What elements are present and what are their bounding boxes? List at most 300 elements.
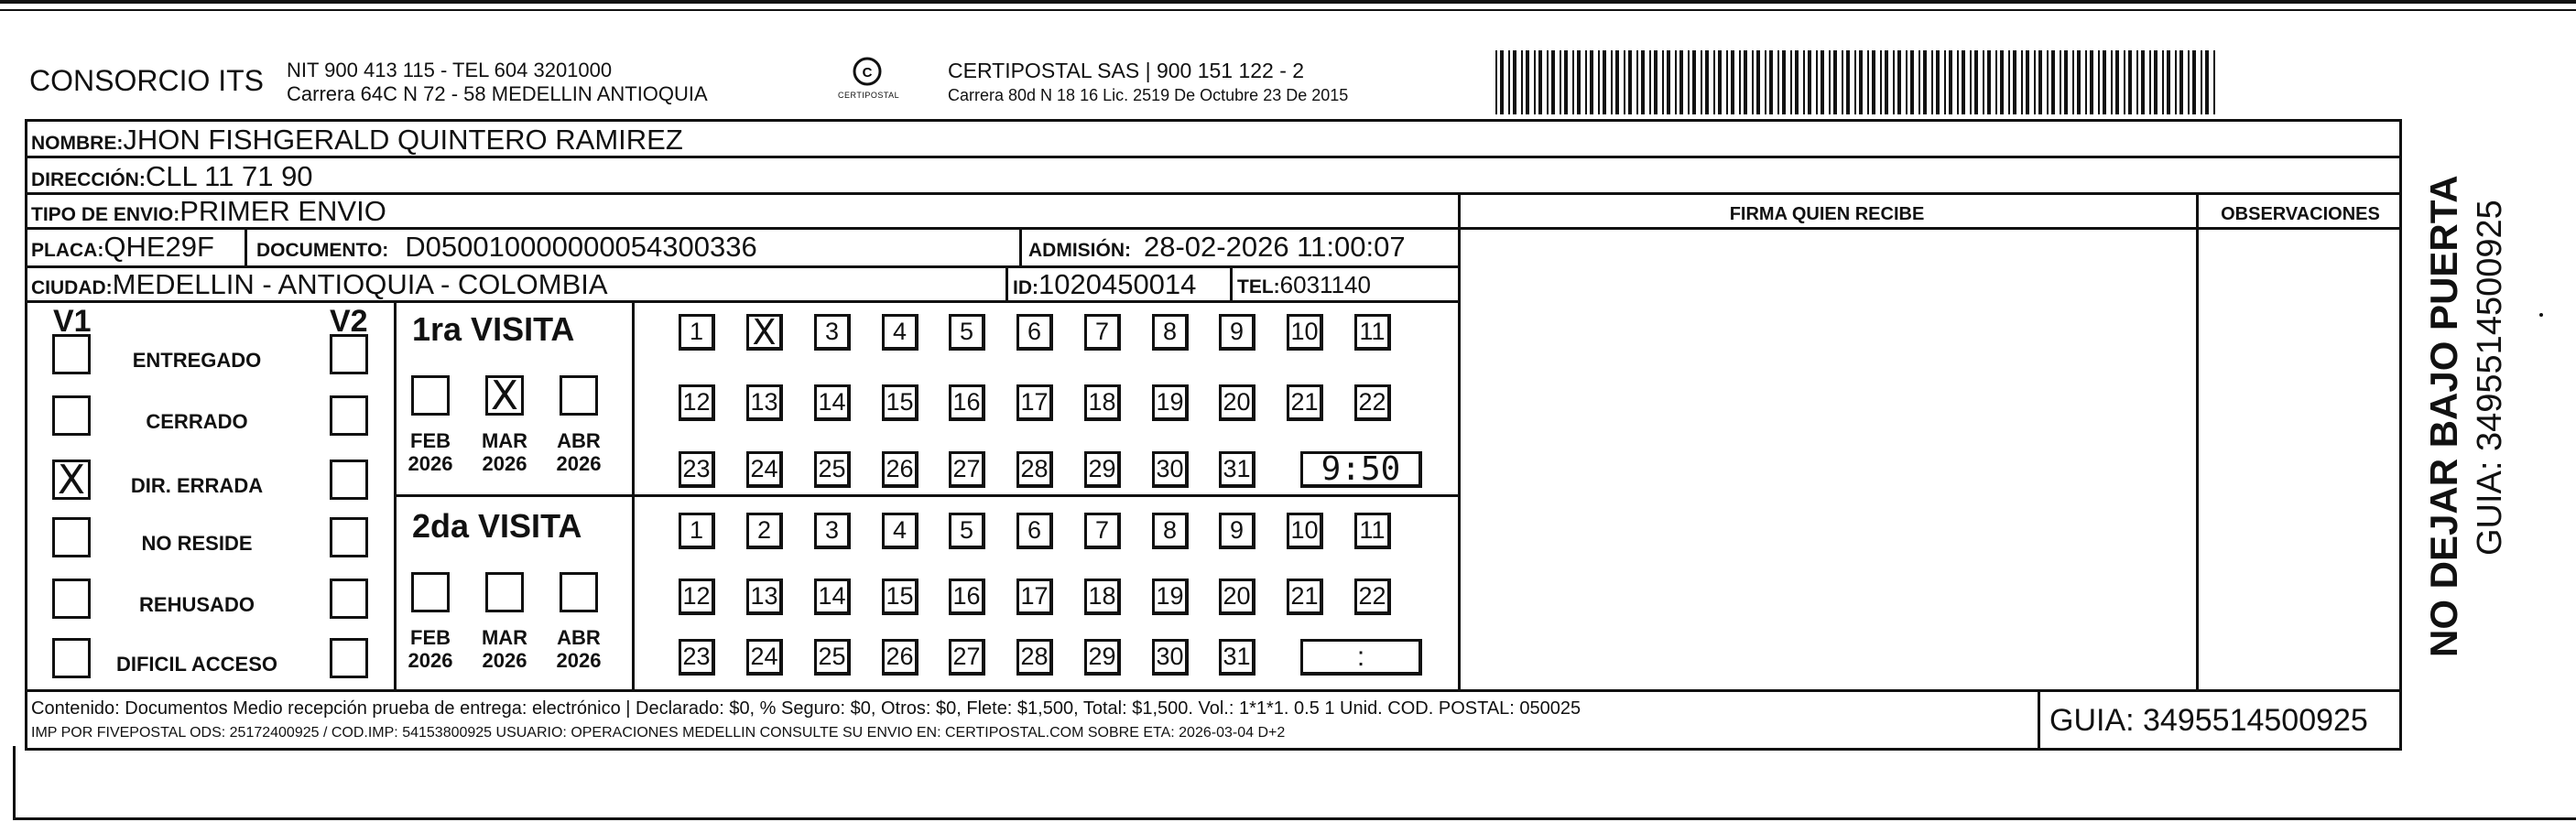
barcode-bar	[1752, 50, 1754, 114]
observaciones-header: OBSERVACIONES	[2221, 204, 2380, 224]
barcode-bar	[1649, 50, 1651, 114]
barcode-bar	[1918, 50, 1920, 114]
barcode-bar	[1705, 50, 1709, 114]
day-number: 13	[750, 582, 778, 610]
ciudad-label: CIUDAD:	[31, 277, 113, 298]
status-label: CERRADO	[146, 410, 248, 433]
barcode-bar	[1585, 50, 1587, 114]
day-box[interactable]	[1016, 451, 1053, 488]
day-box[interactable]	[746, 579, 783, 615]
day-box[interactable]	[1084, 513, 1121, 549]
day-box[interactable]	[679, 384, 715, 421]
barcode-bar	[2060, 50, 2061, 114]
day-number: 30	[1156, 643, 1184, 670]
v2-checkbox[interactable]	[330, 395, 368, 436]
day-box[interactable]	[882, 513, 918, 549]
direccion-value: CLL 11 71 90	[145, 160, 313, 192]
day-box[interactable]	[1219, 384, 1255, 421]
day-box[interactable]	[746, 311, 783, 352]
month-checkbox[interactable]	[560, 572, 598, 612]
side-guia: GUIA: 3495514500925	[2471, 200, 2509, 556]
id-value: 1020450014	[1038, 268, 1197, 300]
barcode-bar	[1547, 50, 1549, 114]
month-name: ABR	[557, 626, 601, 649]
barcode-bar	[1688, 50, 1690, 114]
barcode-bar	[1962, 50, 1965, 114]
barcode-bar	[1615, 50, 1619, 114]
day-box[interactable]	[882, 639, 918, 676]
day-number: 17	[1020, 582, 1049, 610]
barcode-bar	[1983, 50, 1984, 114]
day-box[interactable]	[1084, 451, 1121, 488]
documento-row	[256, 233, 757, 261]
month-checkbox[interactable]	[485, 572, 524, 612]
barcode-bar	[1756, 50, 1760, 114]
day-box[interactable]	[746, 513, 783, 549]
day-box[interactable]	[1152, 384, 1189, 421]
v2-checkbox[interactable]	[330, 460, 368, 500]
day-box[interactable]	[1016, 579, 1053, 615]
day-number: 25	[818, 643, 846, 670]
barcode-bar	[2034, 50, 2036, 114]
day-box[interactable]	[1354, 314, 1391, 351]
day-box[interactable]	[949, 639, 985, 676]
barcode-bar	[2013, 50, 2016, 114]
day-box[interactable]	[679, 579, 715, 615]
barcode-bar	[2051, 50, 2055, 114]
day-number: 12	[682, 388, 711, 416]
svg-text:C: C	[862, 65, 873, 81]
carrier-name: CERTIPOSTAL SAS | 900 151 122 - 2	[948, 59, 1305, 82]
barcode-bar	[1906, 50, 1908, 114]
admision-row	[1028, 233, 1406, 261]
day-box[interactable]	[1084, 384, 1121, 421]
status-label: ENTREGADO	[132, 349, 262, 372]
direccion-row	[31, 162, 313, 190]
day-number: 27	[952, 455, 981, 482]
company-nit: NIT 900 413 115 - TEL 604 3201000	[287, 59, 613, 81]
day-box[interactable]	[1152, 314, 1189, 351]
barcode-bar	[1513, 50, 1516, 114]
day-box[interactable]	[1152, 639, 1189, 676]
month-name: MAR	[481, 429, 528, 452]
barcode-bar	[1957, 50, 1959, 114]
day-box[interactable]	[882, 579, 918, 615]
day-number: 2	[756, 516, 772, 544]
barcode-bar	[1744, 50, 1747, 114]
day-box[interactable]	[1219, 451, 1255, 488]
day-box[interactable]	[882, 384, 918, 421]
barcode-bar	[1577, 50, 1581, 114]
left-edge-rule	[13, 746, 16, 819]
tipo-label: TIPO DE ENVIO:	[31, 204, 180, 225]
barcode-bar	[2213, 50, 2215, 114]
day-number: 14	[818, 388, 846, 416]
day-box[interactable]	[1287, 513, 1323, 549]
day-number: 22	[1358, 582, 1386, 610]
firma-header: FIRMA QUIEN RECIBE	[1729, 204, 1925, 224]
footer-imp: IMP POR FIVEPOSTAL ODS: 25172400925 / COD.IMP: 54153800925 USUARIO: OPERACIONES MEDELLIN CONSULTE SU ENVIO EN: CERTIPOSTAL.COM SOBRE ETA: 2026-03-04 D+2	[31, 725, 1286, 741]
day-box[interactable]	[814, 579, 851, 615]
day-box[interactable]	[1016, 314, 1053, 351]
day-box[interactable]	[949, 314, 985, 351]
month-year: 2026	[482, 451, 527, 475]
visit-divider	[394, 494, 1461, 497]
day-box[interactable]	[1354, 513, 1391, 549]
id-row	[1013, 270, 1196, 298]
day-box[interactable]	[1084, 639, 1121, 676]
barcode-bar	[1538, 50, 1542, 114]
day-number: 7	[1094, 318, 1110, 345]
day-number: 3	[824, 318, 840, 345]
day-number: 3	[824, 516, 840, 544]
barcode-bar	[1859, 50, 1863, 114]
day-number: 8	[1162, 318, 1178, 345]
month-label	[477, 430, 532, 475]
day-number: 25	[818, 455, 846, 482]
day-box[interactable]	[1354, 579, 1391, 615]
status-label: DIR. ERRADA	[130, 474, 264, 497]
barcode-bar	[1949, 50, 1952, 114]
barcode-bar	[2188, 50, 2190, 114]
day-number: 28	[1020, 455, 1049, 482]
month-checkbox[interactable]	[411, 572, 450, 612]
barcode-bar	[1970, 50, 1972, 114]
barcode-bar	[1603, 50, 1606, 114]
footer-divider	[25, 689, 2402, 692]
day-number: 19	[1156, 388, 1184, 416]
month-year: 2026	[408, 451, 453, 475]
barcode-bar	[2115, 50, 2119, 114]
barcode-bar	[1821, 50, 1824, 114]
barcode-bar	[2205, 50, 2209, 114]
barcode-bar	[2154, 50, 2158, 114]
barcode-bar	[1808, 50, 1811, 114]
day-box[interactable]	[746, 451, 783, 488]
day-box[interactable]	[746, 384, 783, 421]
day-number: 5	[959, 318, 974, 345]
barcode-bar	[1526, 50, 1529, 114]
barcode-bar	[2021, 50, 2023, 114]
day-number: 21	[1290, 388, 1319, 416]
tel-label: TEL:	[1237, 276, 1280, 297]
barcode-bar	[2072, 50, 2074, 114]
day-number: 8	[1162, 516, 1178, 544]
v2-checkbox[interactable]	[330, 517, 368, 557]
company-address: Carrera 64C N 72 - 58 MEDELLIN ANTIOQUIA	[287, 82, 708, 105]
day-box[interactable]	[1219, 513, 1255, 549]
day-number: 9	[1229, 318, 1245, 345]
day-number: 18	[1088, 582, 1116, 610]
barcode-bar	[2047, 50, 2049, 114]
day-box[interactable]	[746, 639, 783, 676]
check-mark: X	[490, 372, 519, 419]
barcode-bar	[1910, 50, 1914, 114]
barcode-bar	[1675, 50, 1677, 114]
barcode-bar	[1974, 50, 1978, 114]
day-box[interactable]	[1152, 579, 1189, 615]
barcode-bar	[1572, 50, 1574, 114]
month-checkbox[interactable]	[411, 375, 450, 416]
ciudad-row	[31, 270, 608, 298]
admision-value: 28-02-2026 11:00:07	[1144, 231, 1406, 263]
day-box[interactable]	[1016, 639, 1053, 676]
barcode-bar	[1833, 50, 1837, 114]
barcode-bar	[1641, 50, 1645, 114]
month-year: 2026	[408, 648, 453, 672]
company-name: CONSORCIO ITS	[29, 64, 265, 97]
day-number: 26	[886, 455, 914, 482]
row-divider-5	[25, 300, 1461, 303]
day-box[interactable]	[1287, 384, 1323, 421]
day-number: 10	[1290, 516, 1319, 544]
direccion-label: DIRECCIÓN:	[31, 169, 146, 190]
documento-label: DOCUMENTO:	[256, 240, 389, 261]
first-visit-title: 1ra VISITA	[412, 310, 575, 348]
first-visit-time[interactable]: 9:50	[1300, 451, 1422, 488]
day-number: 20	[1223, 388, 1251, 416]
barcode-bar	[1564, 50, 1568, 114]
day-number: 26	[886, 643, 914, 670]
day-box[interactable]	[1354, 384, 1391, 421]
month-name: FEB	[410, 429, 451, 452]
day-box[interactable]	[1084, 314, 1121, 351]
id-divider	[1005, 265, 1008, 300]
day-box[interactable]	[1016, 513, 1053, 549]
v2-checkbox[interactable]	[330, 334, 368, 374]
barcode-bar	[1590, 50, 1593, 114]
placa-value: QHE29F	[103, 231, 214, 263]
placa-label: PLACA:	[31, 240, 104, 261]
second-visit-title: 2da VISITA	[412, 507, 582, 545]
barcode-bar	[2008, 50, 2010, 114]
documento-value: D050010000000054300336	[405, 231, 757, 263]
day-box[interactable]	[679, 451, 715, 488]
day-box[interactable]	[949, 451, 985, 488]
month-checkbox[interactable]	[485, 372, 524, 419]
barcode-bar	[1777, 50, 1779, 114]
barcode-bar	[1679, 50, 1683, 114]
barcode-bar	[1846, 50, 1850, 114]
barcode-bar	[2124, 50, 2125, 114]
bottom-rule	[13, 817, 2576, 820]
day-number: 11	[1359, 318, 1386, 345]
visit-grid-divider	[632, 300, 635, 689]
day-number: 1	[689, 318, 704, 345]
placa-row	[31, 233, 214, 261]
barcode-bar	[1560, 50, 1561, 114]
day-box[interactable]	[814, 513, 851, 549]
placa-divider	[245, 227, 247, 265]
barcode-bar	[2192, 50, 2196, 114]
barcode-bar	[2085, 50, 2087, 114]
day-number: 31	[1223, 455, 1251, 482]
day-number: 19	[1156, 582, 1184, 610]
barcode-bar	[1872, 50, 1875, 114]
day-box[interactable]	[1287, 314, 1323, 351]
day-box[interactable]	[814, 451, 851, 488]
barcode-bar	[1713, 50, 1715, 114]
day-box[interactable]	[814, 639, 851, 676]
barcode-bar	[1500, 50, 1504, 114]
certipostal-logo	[835, 55, 899, 106]
barcode-bar	[1795, 50, 1799, 114]
barcode-bar	[2136, 50, 2138, 114]
day-box[interactable]	[1084, 579, 1121, 615]
day-box[interactable]	[679, 513, 715, 549]
top-rule	[0, 0, 2576, 4]
month-label	[551, 627, 606, 672]
barcode-bar	[2038, 50, 2042, 114]
day-box[interactable]	[814, 384, 851, 421]
barcode-bar	[1611, 50, 1613, 114]
barcode-bar	[1893, 50, 1895, 114]
day-number: 9	[1229, 516, 1245, 544]
day-box[interactable]	[1152, 513, 1189, 549]
v2-checkbox[interactable]	[330, 638, 368, 678]
nombre-value: JHON FISHGERALD QUINTERO RAMIREZ	[123, 124, 683, 156]
barcode-bar	[1636, 50, 1638, 114]
day-box[interactable]	[949, 513, 985, 549]
month-name: FEB	[410, 626, 451, 649]
barcode-bar	[1931, 50, 1933, 114]
month-label	[403, 430, 458, 475]
barcode-bar	[1769, 50, 1773, 114]
day-number: 23	[682, 643, 711, 670]
day-box[interactable]	[679, 639, 715, 676]
barcode-bar	[2064, 50, 2068, 114]
month-name: MAR	[481, 626, 528, 649]
barcode-bar	[2098, 50, 2100, 114]
ciudad-value: MEDELLIN - ANTIOQUIA - COLOMBIA	[112, 268, 608, 300]
day-number: 1	[689, 516, 704, 544]
day-number: 31	[1223, 643, 1251, 670]
barcode-bar	[1987, 50, 1991, 114]
second-visit-time[interactable]: :	[1300, 639, 1422, 676]
day-number: 23	[682, 455, 711, 482]
month-label	[403, 627, 458, 672]
barcode-bar	[2077, 50, 2081, 114]
day-box[interactable]	[949, 384, 985, 421]
barcode-bar	[1885, 50, 1888, 114]
day-number: 30	[1156, 455, 1184, 482]
day-number: 16	[952, 388, 981, 416]
id-label: ID:	[1013, 277, 1038, 298]
footer-guia: GUIA: 3495514500925	[2049, 703, 2368, 738]
day-number: 29	[1088, 455, 1116, 482]
barcode-bar	[1897, 50, 1901, 114]
month-label	[551, 430, 606, 475]
v2-label: V2	[330, 304, 368, 339]
barcode-bar	[2128, 50, 2132, 114]
day-box[interactable]	[949, 579, 985, 615]
barcode-bar	[2162, 50, 2164, 114]
tipo-row	[31, 197, 386, 225]
barcode-bar	[2141, 50, 2145, 114]
month-name: ABR	[557, 429, 601, 452]
barcode-bar	[2090, 50, 2093, 114]
day-box[interactable]	[882, 451, 918, 488]
day-box[interactable]	[814, 314, 851, 351]
month-year: 2026	[556, 648, 602, 672]
logo-label: CERTIPOSTAL	[838, 91, 900, 100]
day-number: 15	[886, 582, 914, 610]
day-number: 5	[959, 516, 974, 544]
v2-checkbox[interactable]	[330, 579, 368, 619]
barcode-bar	[1782, 50, 1786, 114]
barcode-bar	[2179, 50, 2183, 114]
barcode-bar	[1944, 50, 1946, 114]
day-number: 11	[1359, 516, 1386, 544]
barcode-bar	[1816, 50, 1818, 114]
barcode-bar	[2111, 50, 2113, 114]
barcode-bar	[1551, 50, 1555, 114]
barcode	[1495, 50, 2221, 114]
barcode-bar	[1654, 50, 1658, 114]
barcode-bar	[1995, 50, 1997, 114]
barcode-bar	[1521, 50, 1523, 114]
day-box[interactable]	[882, 314, 918, 351]
barcode-bar	[2167, 50, 2170, 114]
day-number: 6	[1027, 516, 1042, 544]
barcode-bar	[1765, 50, 1766, 114]
barcode-bar	[2201, 50, 2202, 114]
barcode-bar	[1739, 50, 1741, 114]
barcode-bar	[1842, 50, 1843, 114]
barcode-bar	[2175, 50, 2177, 114]
day-number: 18	[1088, 388, 1116, 416]
barcode-bar	[1598, 50, 1600, 114]
status-label: DIFICIL ACCESO	[115, 653, 277, 676]
barcode-bar	[1662, 50, 1664, 114]
barcode-bar	[1829, 50, 1831, 114]
day-number: 29	[1088, 643, 1116, 670]
check-mark: X	[752, 311, 777, 352]
day-box[interactable]	[1287, 579, 1323, 615]
day-box[interactable]	[1219, 314, 1255, 351]
barcode-bar	[1495, 50, 1497, 114]
day-number: 4	[892, 516, 908, 544]
day-box[interactable]	[1219, 579, 1255, 615]
nombre-label: NOMBRE:	[31, 133, 124, 154]
barcode-bar	[1667, 50, 1670, 114]
day-box[interactable]	[679, 314, 715, 351]
barcode-bar	[1628, 50, 1632, 114]
day-box[interactable]	[1016, 384, 1053, 421]
day-number: 22	[1358, 388, 1386, 416]
tel-value: 6031140	[1279, 271, 1371, 298]
barcode-bar	[2149, 50, 2151, 114]
day-box[interactable]	[1152, 451, 1189, 488]
footer-guia-divider	[2038, 689, 2040, 751]
day-number: 28	[1020, 643, 1049, 670]
month-year: 2026	[556, 451, 602, 475]
day-number: 10	[1290, 318, 1319, 345]
barcode-bar	[2000, 50, 2004, 114]
month-checkbox[interactable]	[560, 375, 598, 416]
footer-contenido: Contenido: Documentos Medio recepción prueba de entrega: electrónico | Declarado: $0, % Seguro: $0, Otros: $0, Flete: $1,500, Total: $1,500. Vol.: 1*1*1. 0.5 1 Unid. COD. POSTAL: 050025	[31, 698, 1581, 719]
tel-divider	[1230, 265, 1233, 300]
barcode-bar	[1701, 50, 1702, 114]
barcode-bar	[1867, 50, 1869, 114]
v1-label: V1	[53, 304, 92, 339]
day-number: 7	[1094, 516, 1110, 544]
day-number: 14	[818, 582, 846, 610]
barcode-bar	[2026, 50, 2029, 114]
barcode-bar	[1624, 50, 1625, 114]
day-box[interactable]	[1219, 639, 1255, 676]
barcode-bar	[1803, 50, 1805, 114]
